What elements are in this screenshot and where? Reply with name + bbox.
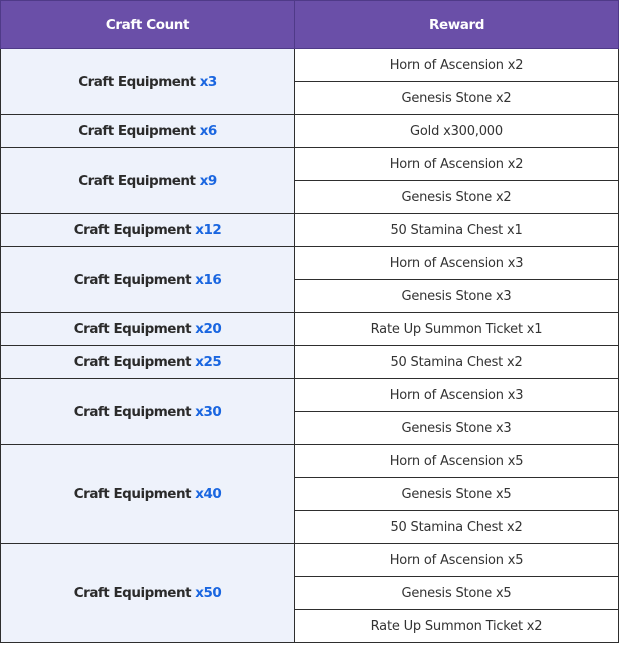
table-row (1, 115, 619, 148)
table-row (1, 379, 619, 412)
reward-cell: Horn of Ascension x2 (295, 49, 619, 82)
craft-count-multiplier: x50 (195, 585, 222, 601)
craft-count-label: Craft Equipment (73, 585, 192, 601)
craft-count-cell (1, 148, 295, 214)
craft-count-multiplier: x20 (195, 321, 222, 337)
craft-count-cell (1, 445, 295, 544)
reward-cell: Genesis Stone x2 (295, 181, 619, 214)
craft-count-cell (1, 247, 295, 313)
craft-count-label: Craft Equipment (78, 73, 196, 90)
craft-count-label: Craft Equipment (73, 354, 192, 370)
craft-count-multiplier: x9 (199, 172, 217, 189)
reward-cell: Genesis Stone x3 (295, 280, 619, 313)
reward-cell: Horn of Ascension x5 (295, 445, 619, 478)
header-row (1, 1, 619, 49)
reward-cell: Rate Up Summon Ticket x1 (295, 313, 619, 346)
table-row (1, 214, 619, 247)
table-body (1, 49, 619, 643)
craft-count-label: Craft Equipment (78, 172, 196, 189)
header-craft-count: Craft Count (1, 1, 295, 49)
reward-cell: Horn of Ascension x3 (295, 247, 619, 280)
craft-count-label: Craft Equipment (73, 321, 192, 337)
reward-cell: 50 Stamina Chest x2 (295, 346, 619, 379)
craft-count-cell (1, 379, 295, 445)
reward-cell: Genesis Stone x3 (295, 412, 619, 445)
table-row (1, 544, 619, 577)
craft-count-label: Craft Equipment (73, 222, 192, 238)
craft-count-cell (1, 313, 295, 346)
table-row (1, 313, 619, 346)
craft-count-multiplier: x25 (195, 354, 222, 370)
craft-count-multiplier: x3 (199, 73, 217, 90)
craft-count-label: Craft Equipment (78, 123, 196, 139)
reward-cell: Genesis Stone x5 (295, 478, 619, 511)
header-reward: Reward (295, 1, 619, 49)
table-row (1, 148, 619, 181)
craft-count-cell (1, 115, 295, 148)
craft-count-multiplier: x16 (195, 271, 222, 288)
craft-count-label: Craft Equipment (73, 486, 192, 502)
craft-count-label: Craft Equipment (73, 271, 192, 288)
table-header (1, 1, 619, 49)
craft-count-multiplier: x6 (199, 123, 217, 139)
table-row (1, 247, 619, 280)
reward-cell: Horn of Ascension x3 (295, 379, 619, 412)
craft-count-cell (1, 49, 295, 115)
reward-cell: Gold x300,000 (295, 115, 619, 148)
craft-count-multiplier: x30 (195, 403, 222, 420)
reward-cell: 50 Stamina Chest x1 (295, 214, 619, 247)
craft-count-cell (1, 346, 295, 379)
table-row (1, 49, 619, 82)
table-row (1, 346, 619, 379)
craft-count-cell (1, 214, 295, 247)
reward-cell: 50 Stamina Chest x2 (295, 511, 619, 544)
craft-count-label: Craft Equipment (73, 403, 192, 420)
table-row (1, 445, 619, 478)
reward-cell: Genesis Stone x2 (295, 82, 619, 115)
reward-cell: Horn of Ascension x2 (295, 148, 619, 181)
craft-count-multiplier: x40 (195, 486, 222, 502)
reward-cell: Genesis Stone x5 (295, 577, 619, 610)
reward-cell: Horn of Ascension x5 (295, 544, 619, 577)
reward-cell: Rate Up Summon Ticket x2 (295, 610, 619, 643)
craft-count-multiplier: x12 (195, 222, 222, 238)
craft-count-cell (1, 544, 295, 643)
